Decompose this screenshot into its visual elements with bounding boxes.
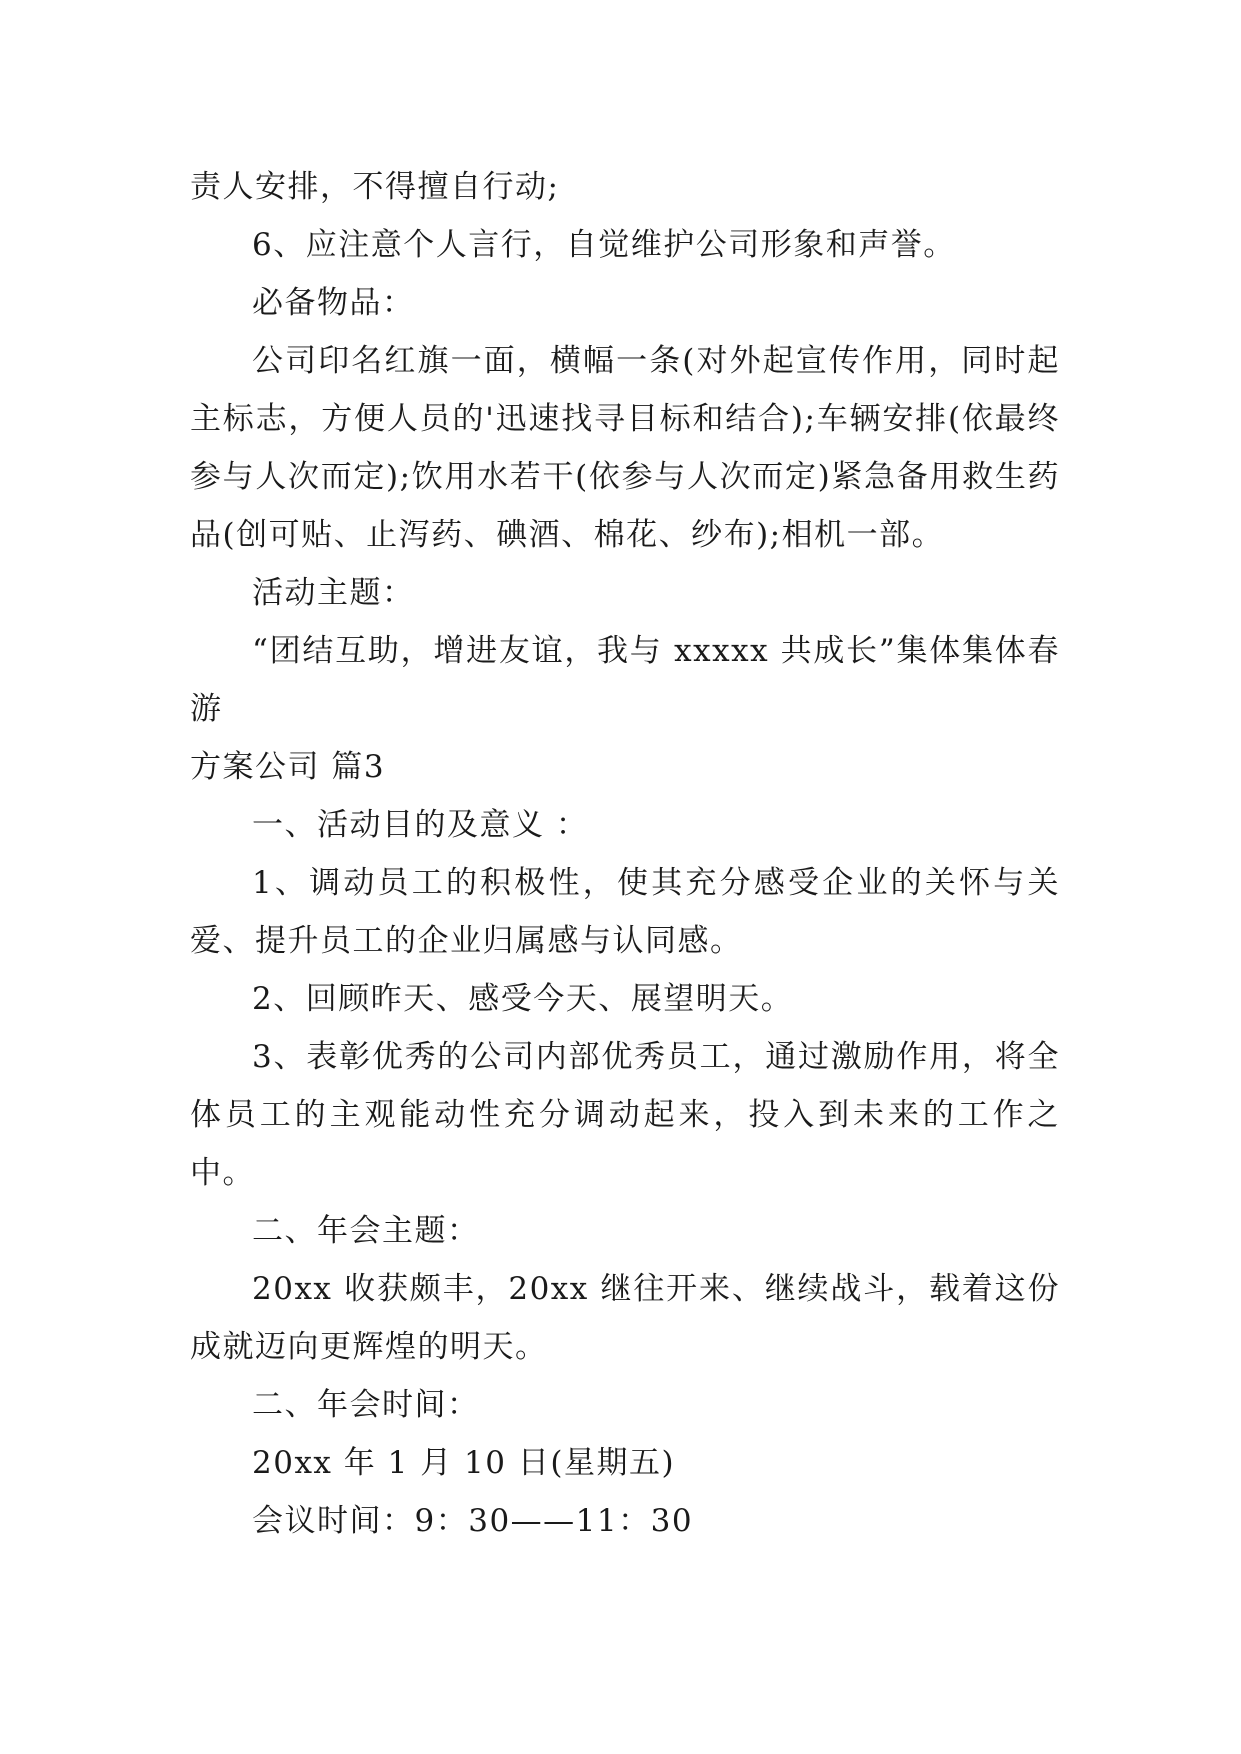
paragraph-required-items: 公司印名红旗一面，横幅一条(对外起宣传作用，同时起主标志，方便人员的'迅速找寻目标和结合);车辆安排(依最终参与人次而定);饮用水若干(依参与人次而定)紧急备用救生药品(创可贴、止泻药、碘酒、棉花、纱布);相机一部。 xyxy=(190,343,1060,553)
paragraph-purpose-1: 1、调动员工的积极性，使其充分感受企业的关怀与关爱、提升员工的企业归属感与认同感。 xyxy=(190,865,1060,959)
paragraph-activity-theme: “团结互助，增进友谊，我与 xxxxx 共成长”集体集体春游 xyxy=(190,633,1060,727)
paragraph-required-items-heading: 必备物品： xyxy=(252,285,415,321)
paragraph-continuation: 责人安排，不得擅自行动; xyxy=(190,169,560,205)
document-body xyxy=(190,158,1060,1550)
paragraph-annual-time-heading: 二、年会时间： xyxy=(252,1387,480,1423)
paragraph-purpose-2: 2、回顾昨天、感受今天、展望明天。 xyxy=(252,981,794,1017)
paragraph-purpose-heading: 一、活动目的及意义 ： xyxy=(252,807,589,843)
paragraph-meeting-time: 会议时间：9：30——11：30 xyxy=(252,1503,694,1539)
paragraph-annual-theme: 20xx 收获颇丰，20xx 继往开来、继续战斗，载着这份成就迈向更辉煌的明天。 xyxy=(190,1271,1060,1365)
paragraph-activity-theme-heading: 活动主题： xyxy=(252,575,415,611)
section-title-plan-3: 方案公司 篇3 xyxy=(190,749,386,785)
paragraph-purpose-3: 3、表彰优秀的公司内部优秀员工，通过激励作用，将全体员工的主观能动性充分调动起来，投入到未来的工作之中。 xyxy=(190,1039,1060,1191)
paragraph-annual-date: 20xx 年 1 月 10 日(星期五) xyxy=(252,1445,676,1481)
paragraph-annual-theme-heading: 二、年会主题： xyxy=(252,1213,480,1249)
paragraph-rule-6: 6、应注意个人言行，自觉维护公司形象和声誉。 xyxy=(252,227,956,263)
